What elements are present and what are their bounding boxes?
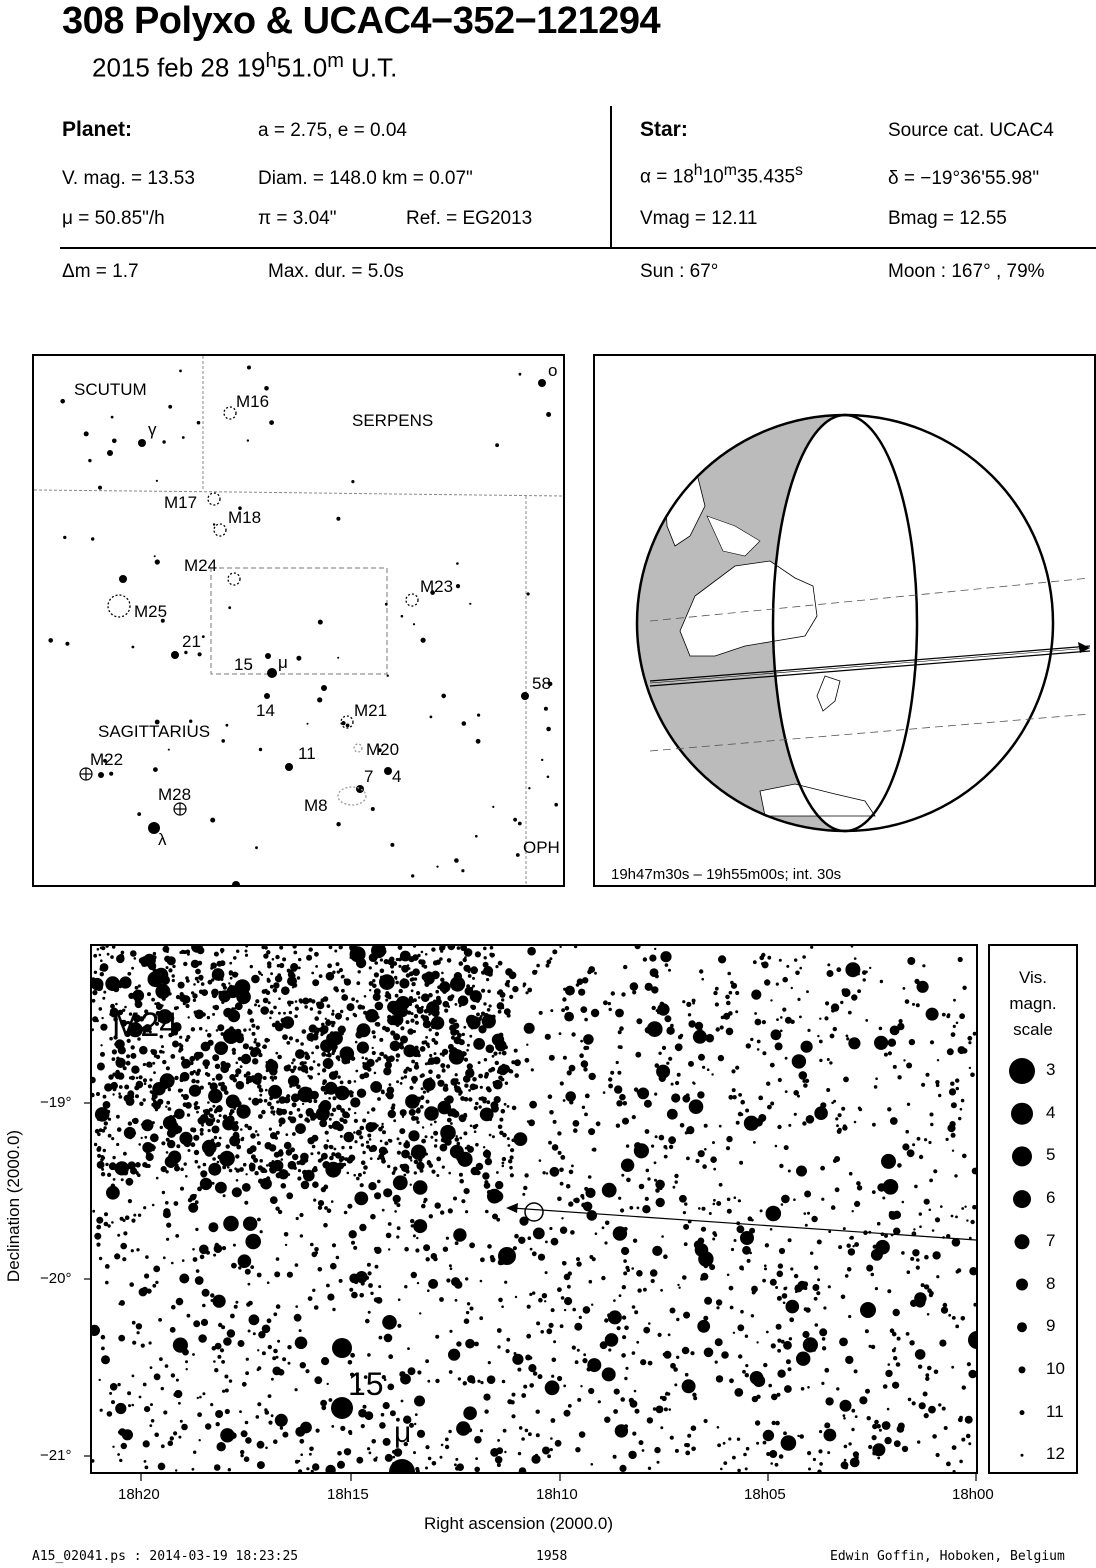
finder-star — [385, 603, 388, 606]
label-m23: M23 — [420, 577, 454, 596]
scale-label: 9 — [1046, 1316, 1056, 1336]
finder-star — [109, 772, 113, 776]
label-oph: OPH — [523, 838, 560, 857]
finder-star — [541, 759, 543, 761]
finder-star — [232, 881, 240, 885]
star-alpha — [640, 162, 803, 188]
scale-label: 4 — [1046, 1102, 1056, 1122]
finder-star — [137, 812, 141, 816]
finder-star — [210, 818, 215, 823]
y-axis-label: Declination (2000.0) — [4, 1129, 23, 1283]
finder-star — [516, 853, 520, 857]
finder-star — [390, 843, 394, 847]
finder-star — [492, 806, 494, 808]
m8-ellipse — [338, 787, 366, 805]
finder-star — [456, 562, 459, 565]
label-m8: M8 — [304, 796, 328, 815]
detail-label-m24: M24 — [112, 1006, 179, 1044]
scale-title-3: scale — [1013, 1020, 1053, 1039]
label-star-4: 4 — [392, 767, 402, 786]
detail-label-15: 15 — [348, 1366, 384, 1402]
event-datetime — [92, 50, 397, 84]
magnitude-scale — [988, 944, 1078, 1474]
finder-star — [401, 615, 404, 618]
scale-label: 7 — [1046, 1230, 1056, 1250]
finder-star — [213, 523, 215, 525]
scale-dot — [1016, 1279, 1028, 1291]
scale-label: 11 — [1046, 1401, 1064, 1421]
scale-label: 10 — [1046, 1358, 1065, 1378]
label-star-11: 11 — [298, 744, 316, 763]
finder-star — [48, 638, 53, 643]
finder-star — [197, 421, 201, 425]
star-bmag: Bmag = 12.55 — [888, 208, 1007, 229]
finder-star — [267, 668, 277, 678]
finder-star — [153, 767, 158, 772]
scale-dots — [1009, 1058, 1035, 1457]
alpha-s: s — [795, 162, 803, 179]
planet-diam: Diam. = 148.0 km = 0.07" — [258, 168, 473, 189]
m18-circle — [214, 524, 226, 536]
finder-star — [318, 620, 323, 625]
m16-circle — [224, 407, 236, 419]
xtick-label-1815: 18h15 — [327, 1486, 369, 1503]
ytick-label-19: −19° — [40, 1094, 72, 1111]
label-m21: M21 — [354, 701, 388, 720]
scale-dot — [1013, 1190, 1031, 1208]
finder-star — [84, 431, 89, 436]
xtick-label-1805: 18h05 — [744, 1486, 786, 1503]
finder-star — [138, 439, 146, 447]
footer-author: Edwin Goffin, Hoboken, Belgium — [830, 1549, 1065, 1564]
ytick-label-21: −21° — [40, 1447, 72, 1464]
finder-star — [341, 721, 345, 725]
finder-star — [269, 420, 274, 425]
boundary-line — [34, 490, 563, 496]
finder-star — [179, 370, 182, 373]
scale-dot — [1019, 1366, 1026, 1373]
finder-star — [476, 739, 481, 744]
finder-star — [513, 818, 517, 822]
label-lambda: λ — [158, 830, 167, 849]
finder-star — [307, 723, 309, 725]
minutes-text: 51.0 — [276, 52, 328, 83]
finder-star — [371, 807, 375, 811]
globe-panel — [593, 354, 1096, 887]
finder-star — [544, 707, 548, 711]
minute-unit: m — [327, 50, 344, 72]
finder-star — [265, 653, 271, 659]
finder-star — [264, 693, 270, 699]
finder-star — [182, 436, 185, 439]
label-serpens: SERPENS — [352, 411, 434, 430]
globe-caption: 19h47m30s – 19h55m00s; int. 30s — [611, 866, 842, 883]
finder-star — [168, 749, 170, 751]
label-m24: M24 — [184, 556, 218, 575]
finder-star — [430, 716, 433, 719]
finder-star — [387, 675, 389, 677]
scale-label: 12 — [1046, 1444, 1065, 1464]
finder-star — [296, 656, 301, 661]
m24-circle — [228, 573, 240, 585]
planet-heading-text: Planet: — [62, 118, 133, 141]
planet-vmag: V. mag. = 13.53 — [62, 168, 195, 189]
continent-newzealand — [817, 676, 840, 711]
globe-svg — [595, 356, 1094, 885]
finder-star — [456, 584, 460, 588]
scale-dot — [1009, 1058, 1035, 1084]
planet-pi: π = 3.04" — [258, 208, 337, 229]
finder-star — [247, 439, 249, 441]
finder-star — [321, 685, 327, 691]
planet-heading — [62, 118, 132, 142]
label-m28: M28 — [158, 785, 192, 804]
finder-star — [495, 443, 499, 447]
axes-svg — [0, 940, 1096, 1540]
finder-star — [346, 724, 350, 728]
label-star-7: 7 — [364, 767, 374, 786]
label-star-58: 58 — [532, 674, 551, 693]
finder-star — [356, 785, 364, 793]
label-sagittarius: SAGITTARIUS — [98, 722, 211, 741]
info-divider-horizontal — [60, 247, 1096, 249]
finder-star — [547, 776, 550, 779]
label-m17: M17 — [164, 493, 198, 512]
finder-star — [228, 606, 231, 609]
footer-file: A15_02041.ps : 2014-03-19 18:23:25 — [32, 1549, 299, 1564]
finder-star — [285, 763, 293, 771]
alpha-sec: 35.435 — [736, 166, 796, 188]
x-axis-label: Right ascension (2000.0) — [424, 1514, 614, 1533]
globe-night-side — [637, 415, 875, 831]
sun-elongation: Sun : 67° — [640, 261, 719, 282]
finder-star — [119, 575, 127, 583]
scale-label: 6 — [1046, 1188, 1056, 1208]
label-m16: M16 — [236, 392, 270, 411]
finder-star — [336, 822, 340, 826]
ytick-label-20: −20° — [40, 1270, 72, 1287]
finder-star — [411, 874, 414, 877]
label-star-21: 21 — [182, 632, 201, 651]
finder-star — [546, 412, 551, 417]
alpha-mid: 10 — [702, 166, 724, 188]
finder-star — [112, 439, 117, 444]
label-scutum: SCUTUM — [74, 380, 147, 399]
star-delta: δ = −19°36'55.98" — [888, 168, 1040, 189]
label-omicron: o — [548, 361, 558, 380]
planet-orbit: a = 2.75, e = 0.04 — [258, 120, 407, 141]
finder-star — [202, 635, 205, 638]
xtick-label-1820: 18h20 — [118, 1486, 160, 1503]
delta-mag: Δm = 1.7 — [62, 261, 139, 282]
footer-number: 1958 — [536, 1549, 568, 1564]
label-star-14: 14 — [256, 701, 275, 720]
scale-dot — [1017, 1322, 1027, 1332]
finder-star — [337, 657, 339, 659]
m25-circle — [108, 595, 130, 617]
detail-label-mu: μ — [394, 1416, 412, 1449]
finder-star — [336, 517, 340, 521]
finder-star — [255, 846, 258, 849]
scale-title-1: Vis. — [1018, 968, 1048, 987]
finder-star — [98, 772, 104, 778]
page-title: 308 Polyxo & UCAC4−352−121294 — [62, 0, 661, 42]
date-text: 2015 feb 28 19 — [92, 52, 266, 83]
finder-star — [171, 651, 179, 659]
finder-star — [436, 866, 438, 868]
m17-circle — [208, 493, 220, 505]
scale-label: 8 — [1046, 1273, 1056, 1293]
finder-star — [527, 592, 530, 595]
finder-star — [454, 858, 459, 863]
scale-label: 3 — [1046, 1060, 1056, 1079]
finder-star — [441, 694, 446, 699]
finder-star — [107, 450, 113, 456]
finder-star — [528, 787, 530, 789]
star-vmag: Vmag = 12.11 — [640, 208, 758, 229]
planet-mu: μ = 50.85"/h — [62, 208, 165, 229]
finder-star — [477, 714, 480, 717]
label-m25: M25 — [134, 602, 168, 621]
label-gamma: γ — [148, 420, 157, 439]
scale-dot — [1011, 1103, 1033, 1125]
finder-star — [421, 638, 426, 643]
scale-title-2: magn. — [1009, 994, 1057, 1013]
finder-star — [226, 724, 229, 727]
finder-star — [264, 386, 269, 391]
finder-star — [88, 459, 91, 462]
label-mu: μ — [278, 653, 288, 672]
xtick-label-1810: 18h10 — [536, 1486, 578, 1503]
scale-svg — [990, 946, 1076, 1472]
finder-star — [156, 480, 158, 482]
max-duration: Max. dur. = 5.0s — [268, 261, 404, 282]
star-heading — [640, 118, 688, 142]
finder-star — [413, 623, 415, 625]
moon-elongation: Moon : 167° , 79% — [888, 261, 1045, 282]
finder-star — [65, 642, 69, 646]
ut-text: U.T. — [343, 52, 398, 83]
finder-chart-svg — [34, 356, 563, 885]
finder-star — [538, 379, 546, 387]
scale-label: 5 — [1046, 1145, 1056, 1165]
finder-star — [198, 652, 202, 656]
finder-star — [519, 373, 522, 376]
label-m22: M22 — [90, 750, 124, 769]
alpha-m: m — [723, 162, 737, 179]
finder-star — [461, 869, 464, 872]
finder-star — [351, 480, 354, 483]
planet-ref: Ref. = EG2013 — [406, 208, 533, 229]
label-m18: M18 — [228, 508, 262, 527]
hour-unit: h — [265, 50, 277, 72]
finder-star — [111, 416, 114, 419]
y-ticks — [84, 1103, 90, 1456]
finder-star — [155, 559, 160, 564]
finder-star — [247, 366, 251, 370]
x-ticks — [141, 1474, 976, 1481]
m20-circle — [354, 744, 362, 752]
finder-star — [462, 721, 467, 726]
constellation-boundaries — [34, 356, 563, 885]
info-divider-vertical — [610, 106, 612, 248]
finder-star — [132, 646, 135, 649]
finder-star — [317, 697, 322, 702]
finder-star — [384, 767, 392, 775]
m23-circle — [406, 594, 418, 606]
scale-dot — [1021, 1454, 1024, 1457]
scale-dot — [1020, 1410, 1025, 1415]
xtick-label-1800: 18h00 — [952, 1486, 994, 1503]
finder-star — [63, 536, 66, 539]
finder-star — [475, 835, 478, 838]
finder-star — [469, 603, 471, 605]
finder-chart — [32, 354, 565, 887]
continent-antarctica — [760, 784, 875, 816]
alpha-h: h — [693, 162, 703, 179]
finder-star — [546, 727, 551, 732]
scale-dot — [1015, 1234, 1030, 1249]
finder-star — [554, 803, 558, 807]
scale-dot — [1012, 1146, 1032, 1166]
star-source: Source cat. UCAC4 — [888, 120, 1054, 141]
finder-star — [98, 486, 102, 490]
finder-star — [521, 692, 529, 700]
finder-star — [91, 537, 94, 540]
finder-star — [518, 822, 522, 826]
finder-star — [259, 748, 262, 751]
finder-star — [162, 440, 165, 443]
star-heading-text: Star: — [640, 118, 688, 141]
label-m20: M20 — [366, 740, 400, 759]
finder-star — [60, 399, 65, 404]
finder-star — [221, 739, 225, 743]
alpha-prefix: α = 18 — [640, 166, 694, 188]
finder-star — [168, 405, 172, 409]
finder-star — [154, 555, 156, 557]
label-star-15: 15 — [234, 655, 253, 674]
